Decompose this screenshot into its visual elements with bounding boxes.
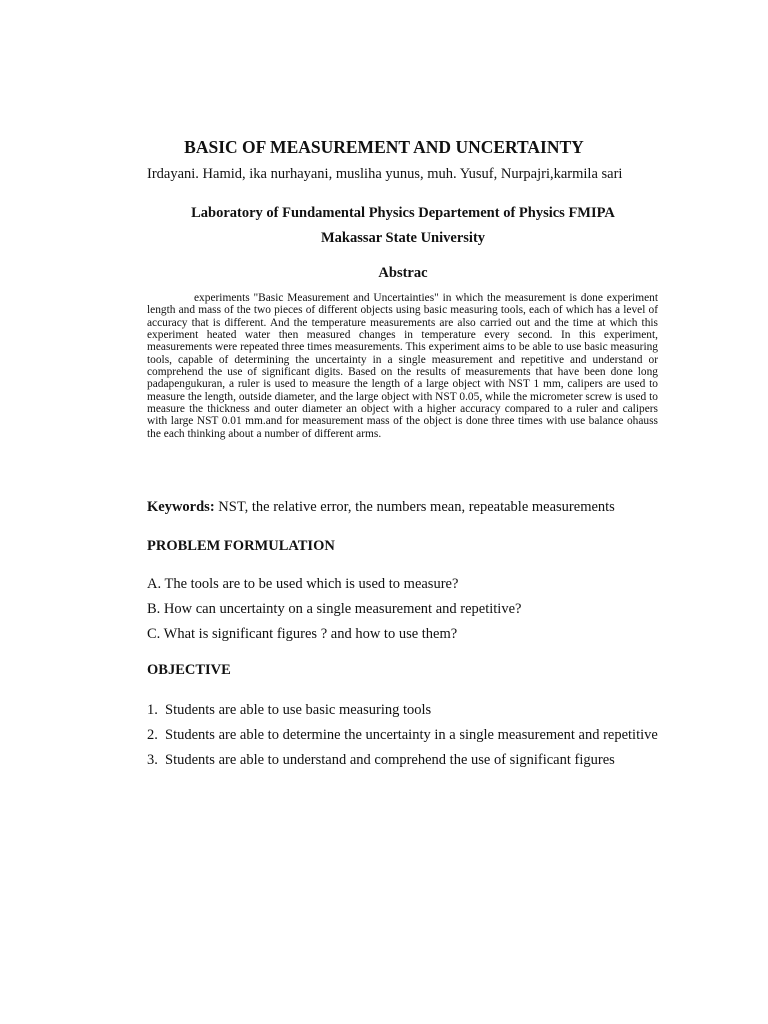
problem-formulation-heading: PROBLEM FORMULATION [147, 538, 335, 554]
problem-list [147, 575, 662, 650]
objective-number: 3. [147, 752, 158, 768]
keywords-line [147, 499, 667, 516]
problem-item: A. The tools are to be used which is used to measure? [147, 576, 459, 592]
objective-list [147, 698, 658, 773]
objective-text: Students are able to understand and comprehend the use of significant figures [165, 752, 615, 768]
objective-item [147, 698, 658, 723]
paper-title: BASIC OF MEASUREMENT AND UNCERTAINTY [184, 137, 584, 157]
problem-item: C. What is significant figures ? and how to use them? [147, 626, 458, 642]
abstract-heading: Abstrac [378, 265, 428, 281]
objective-number: 1. [147, 702, 158, 718]
keywords-label: Keywords: [147, 499, 215, 515]
affiliation-department: Laboratory of Fundamental Physics Departement of Physics FMIPA [191, 205, 615, 221]
author-list: Irdayani. Hamid, ika nurhayani, musliha yunus, muh. Yusuf, Nurpajri,karmila sari [147, 166, 623, 182]
abstract-body: experiments "Basic Measurement and Uncertainties" in which the measurement is done experiment length and mass of the two pieces of different objects using basic measuring tools, each of which has a level of accuracy that is different. And the temperature measurements are also carried out and the time at which this experiment heated water then measured changes in temperature every second. In this experiment, measurements were repeated three times measurements. This experiment aims to be able to use basic measuring tools, capable of determining the uncertainty in a single measurement and repetitive and understand or comprehend the use of significant digits. Based on the results of measurements that have been done long padapengukuran, a ruler is used to measure the length of a large object with NST 1 mm, calipers are used to measure the length, outside diameter, and the large object with NST 0.05, while the micrometer screw is used to measure the thickness and outer diameter an object with a higher accuracy compared to a ruler and calipers with large NST 0.01 mm.and for measurement mass of the object is done three times with use balance ohauss the each thinking about a number of different arms. [147, 292, 658, 440]
objective-item [147, 748, 658, 773]
objective-number: 2. [147, 727, 158, 743]
objective-text: Students are able to determine the uncertainty in a single measurement and repetitive [165, 727, 658, 743]
objective-item [147, 723, 658, 748]
objective-text: Students are able to use basic measuring tools [165, 702, 432, 718]
affiliation-university: Makassar State University [320, 230, 486, 246]
objective-heading: OBJECTIVE [147, 662, 231, 678]
problem-item: B. How can uncertainty on a single measurement and repetitive? [147, 601, 522, 617]
keywords-text: NST, the relative error, the numbers mean, repeatable measurements [214, 499, 615, 515]
